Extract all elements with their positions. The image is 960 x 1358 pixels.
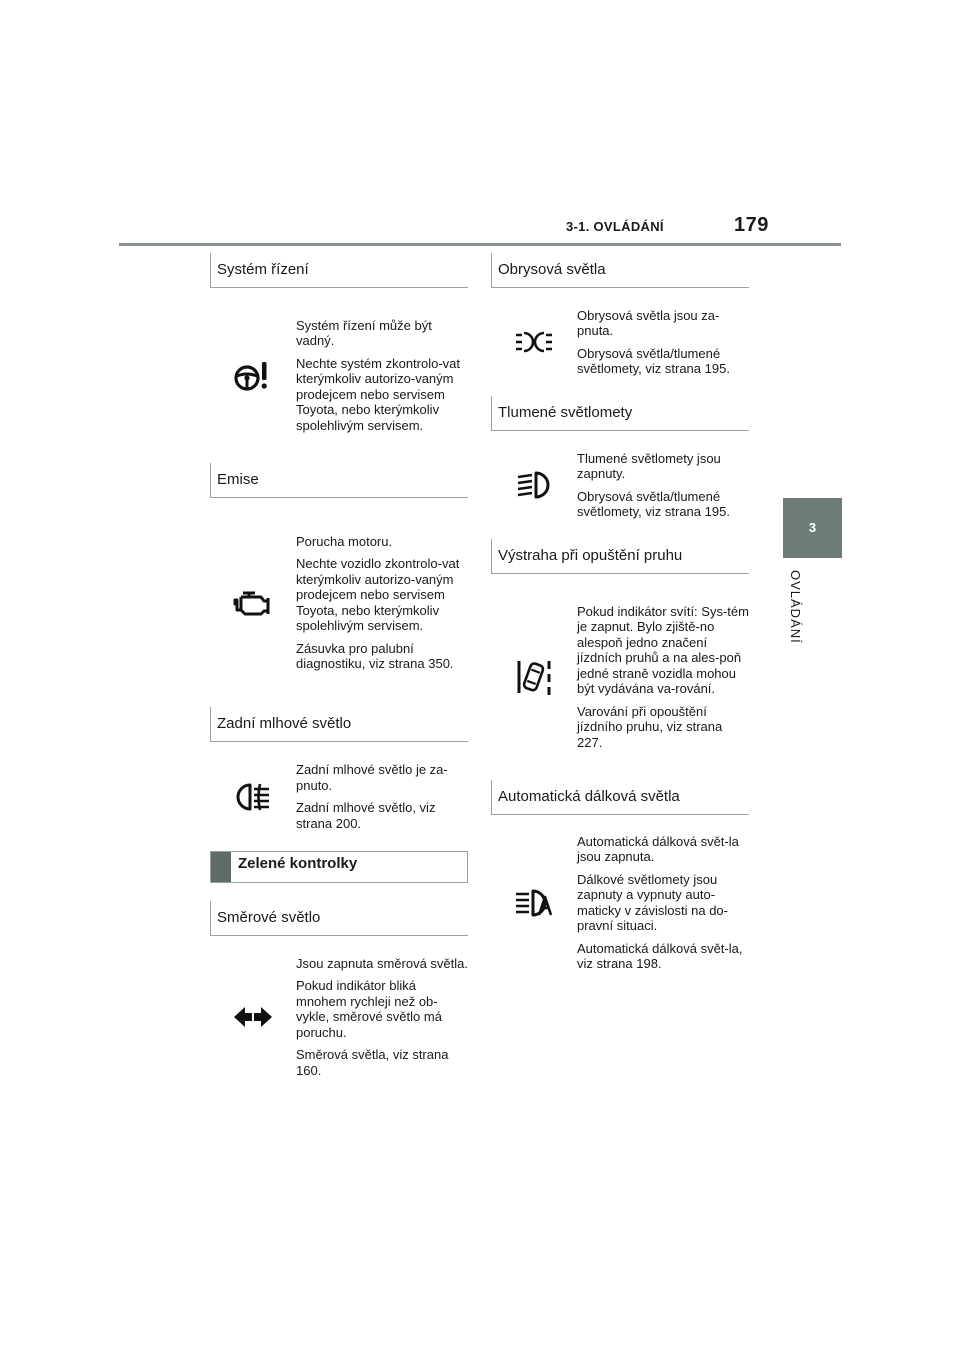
header-rule	[119, 243, 841, 246]
description-paragraph: Dálkové světlomety jsou zapnuty a vypnuty auto-maticky v závislosti na do-pravní situaci.	[577, 871, 728, 933]
lane-departure-icon	[491, 657, 577, 697]
indicator-entry	[491, 288, 749, 396]
steering-warning-icon	[210, 359, 296, 393]
description-paragraph: Zadní mlhové světlo, viz strana 200.	[296, 800, 436, 831]
section-title: 3-1. OVLÁDÁNÍ	[566, 219, 664, 234]
description-paragraph: Automatická dálková svět-la, viz strana 198.	[577, 940, 743, 971]
auto-high-beam-icon	[491, 888, 577, 918]
description-paragraph: Pokud indikátor svítí: Sys-tém je zapnut. Bylo zjiště-no alespoň jedno značení jízdních pruhů a na ales-poň jedné straně vozidla mohou být vydávána va-rování.	[577, 603, 749, 697]
description-paragraph: Obrysová světla jsou za-pnuta.	[577, 307, 720, 338]
heading-accent-bar	[211, 852, 231, 882]
section-heading: Směrové světlo	[210, 901, 468, 936]
indicator-description	[577, 834, 749, 972]
description-paragraph: Obrysová světla/tlumené světlomety, viz strana 195.	[577, 488, 730, 519]
green-indicators-heading	[210, 851, 468, 883]
indicator-description	[577, 308, 749, 377]
description-paragraph: Zadní mlhové světlo je za-pnuto.	[296, 762, 448, 793]
low-beam-icon	[491, 469, 577, 501]
description-paragraph: Zásuvka pro palubní diagnostiku, viz strana 350.	[296, 640, 454, 671]
description-paragraph: Obrysová světla/tlumené světlomety, viz strana 195.	[577, 345, 730, 376]
description-paragraph: Pokud indikátor bliká mnohem rychleji než ob-vykle, směrové světlo má poruchu.	[296, 978, 442, 1040]
section-heading: Automatická dálková světla	[491, 780, 749, 815]
description-paragraph: Tlumené světlomety jsou zapnuty.	[577, 450, 721, 481]
indicator-description	[296, 318, 468, 434]
chapter-label: OVLÁDÁNÍ	[788, 570, 803, 644]
indicator-description	[577, 604, 749, 751]
description-paragraph: Jsou zapnuta směrová světla.	[296, 955, 468, 971]
description-paragraph: Nechte vozidlo zkontrolo-vat kterýmkoliv autorizo-vaným prodejcem nebo servisem Toyota, nebo kterýmkoliv spolehlivým servisem.	[296, 556, 460, 633]
description-paragraph: Směrová světla, viz strana 160.	[296, 1047, 449, 1078]
section-heading: Zadní mlhové světlo	[210, 707, 468, 742]
indicator-entry	[210, 742, 468, 851]
engine-check-icon	[210, 589, 296, 617]
tail-light-icon	[491, 331, 577, 353]
section-heading: Tlumené světlomety	[491, 396, 749, 431]
rear-fog-light-icon	[210, 781, 296, 813]
section-heading: Systém řízení	[210, 253, 468, 288]
indicator-entry	[210, 498, 468, 707]
description-paragraph: Nechte systém zkontrolo-vat kterýmkoliv autorizo-vaným prodejcem nebo servisem Toyota, nebo kterýmkoliv spolehlivým servisem.	[296, 355, 461, 433]
page-number: 179	[734, 214, 769, 236]
turn-signal-icon	[210, 1005, 296, 1029]
indicator-description	[296, 534, 468, 672]
chapter-tab[interactable]: 3	[783, 498, 842, 558]
section-heading: Obrysová světla	[491, 253, 749, 288]
indicator-entry	[491, 815, 749, 990]
heading-text: Zelené kontrolky	[238, 855, 358, 872]
indicator-description	[577, 451, 749, 520]
left-column	[210, 253, 468, 1098]
indicator-entry	[210, 936, 468, 1098]
indicator-entry	[491, 574, 749, 780]
section-heading: Emise	[210, 463, 468, 498]
indicator-description	[296, 762, 468, 831]
indicator-entry	[491, 431, 749, 539]
indicator-description	[296, 956, 468, 1079]
description-paragraph: Porucha motoru.	[296, 533, 393, 549]
section-heading: Výstraha při opuštění pruhu	[491, 539, 749, 574]
description-paragraph: Automatická dálková svět-la jsou zapnuta.	[577, 833, 739, 864]
right-column	[491, 253, 749, 990]
description-paragraph: Varování při opouštění jízdního pruhu, viz strana 227.	[577, 703, 723, 750]
indicator-entry	[210, 288, 468, 463]
description-paragraph: Systém řízení může být vadný.	[296, 317, 432, 349]
